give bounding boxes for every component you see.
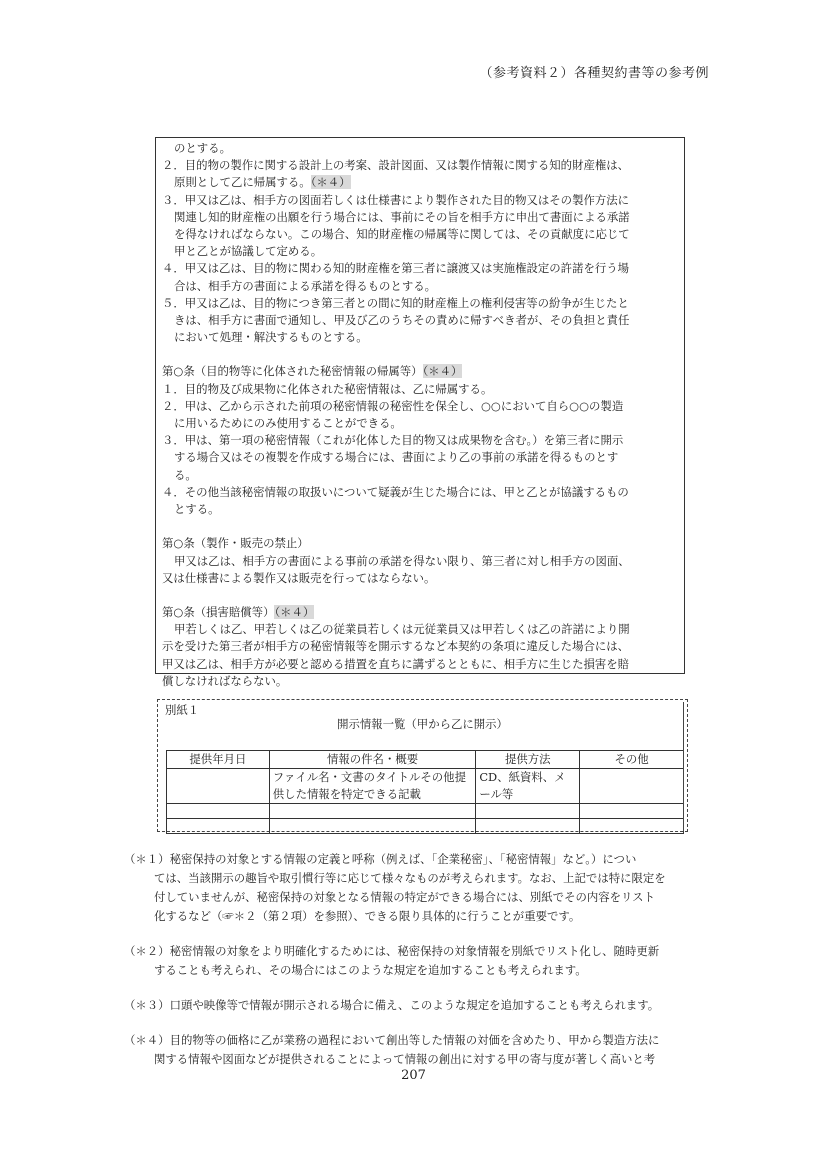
disclosed-info-table [166, 750, 684, 834]
page-number: 207 [401, 1068, 426, 1083]
table-cell: CD、紙資料、メール等 [476, 769, 580, 804]
contract-clauses-box [155, 137, 685, 688]
contract-line [162, 570, 684, 587]
contract-line-text: 償しなければならない。 [162, 673, 288, 688]
contract-line-text: 関連し知的財産権の出願を行う場合には、事前にその旨を相手方に申出て書面による承諾 [174, 209, 630, 224]
footnote-line: （＊１）秘密保持の対象とする情報の定義と呼称（例えば、「企業秘密」、「秘密情報」など。）につい [124, 852, 637, 866]
contract-line-text: において処理・解決するものとする。 [174, 330, 368, 345]
contract-line [162, 432, 684, 449]
table-header-method: 提供方法 [476, 751, 580, 769]
contract-line-text: ３．甲又は乙は、相手方の図面若しくは仕様書により製作された目的物又はその製作方法に [162, 192, 630, 207]
footnote-line: 関する情報や図面などが提供されることによって情報の創出に対する甲の寄与度が著しく高いと考 [154, 1052, 656, 1066]
contract-line [162, 381, 684, 398]
contract-line [162, 656, 684, 673]
contract-line-text: ４．その他当該秘密情報の取扱いについて疑義が生じた場合には、甲と乙とが協議するもの [162, 484, 629, 499]
contract-line-text: ２．甲は、乙から示された前項の秘密情報の秘密性を保全し、○○において自ら○○の製造 [162, 398, 624, 413]
table-cell: ファイル名・文書のタイトルその他提供した情報を特定できる記載 [269, 769, 476, 804]
contract-line-text: ５．甲又は乙は、目的物につき第三者との間に知的財産権上の権利侵害等の紛争が生じたと [162, 295, 629, 310]
table-cell [476, 804, 580, 819]
footnote [124, 850, 714, 926]
table-header-row [167, 751, 684, 769]
contract-line [162, 157, 684, 174]
contract-line-text: 第○条（損害賠償等） [162, 605, 275, 620]
table-cell [167, 769, 270, 804]
contract-line [162, 415, 684, 432]
table-row [167, 819, 684, 834]
table-cell [580, 819, 684, 834]
contract-line [162, 329, 684, 346]
contract-line [162, 484, 684, 501]
contract-line-text: きは、相手方に書面で通知し、甲及び乙のうちその責めに帰すべき者が、その負担と責任 [174, 312, 630, 327]
contract-line-text: 甲又は乙は、相手方が必要と認める措置を直ちに講ずるとともに、相手方に生じた損害を賠 [162, 656, 630, 671]
table-row [167, 804, 684, 819]
contract-line [162, 278, 684, 295]
contract-line-text: ３．甲は、第一項の秘密情報（これが化体した目的物又は成果物を含む。）を第三者に開示 [162, 433, 624, 448]
contract-line [162, 638, 684, 655]
document-reference-header: （参考資料２）各種契約書等の参考例 [479, 66, 709, 81]
table-cell [269, 804, 476, 819]
footnote-line: （＊４）目的物等の価格に乙が業務の過程において創出等した情報の対価を含めたり、甲から製造方法に [124, 1033, 660, 1047]
table-cell [167, 819, 270, 834]
contract-line [162, 226, 684, 243]
contract-line-text: 合は、相手方の書面による承諾を得るものとする。 [174, 278, 436, 293]
contract-line [162, 192, 684, 209]
contract-line [162, 535, 684, 552]
annex-title: 開示情報一覧（甲から乙に開示） [337, 717, 508, 731]
footnote [124, 996, 714, 1015]
contract-line-text: 甲と乙とが協議して定める。 [174, 244, 323, 259]
contract-line [162, 140, 684, 157]
footnote-line: （＊３）口頭や映像等で情報が開示される場合に備え、このような規定を追加することも考えられます。 [124, 998, 660, 1012]
footnotes [124, 850, 714, 1085]
contract-line-text: 原則として乙に帰属する。 [174, 175, 311, 190]
footnote-marker: （＊４） [422, 364, 463, 379]
footnote-marker: （＊４） [274, 605, 315, 620]
contract-line [162, 467, 684, 484]
contract-line [162, 209, 684, 226]
contract-line-text: 第○条（製作・販売の禁止） [162, 536, 309, 551]
footnote-line: することも考えられ、その場合にはこのような規定を追加することも考えられます。 [154, 963, 587, 977]
contract-line-text: 甲若しくは乙、甲若しくは乙の従業員若しくは元従業員又は甲若しくは乙の許諾により開 [174, 622, 630, 637]
contract-line-text: 甲又は乙は、相手方の書面による事前の承諾を得ない限り、第三者に対し相手方の図面、 [174, 553, 630, 568]
contract-line [162, 673, 684, 690]
table-header-other: その他 [580, 751, 684, 769]
footnote-marker: （＊４） [310, 175, 351, 190]
contract-line [162, 398, 684, 415]
footnote-line: （＊２）秘密情報の対象をより明確化するためには、秘密保持の対象情報を別紙でリスト化し、随時更新 [124, 944, 660, 958]
table-cell [269, 819, 476, 834]
table-cell [580, 804, 684, 819]
table-header-date: 提供年月日 [167, 751, 270, 769]
contract-line-text: のとする。 [174, 141, 231, 155]
contract-line-text: 示を受けた第三者が相手方の秘密情報等を開示するなど本契約の条項に違反した場合には、 [162, 639, 630, 654]
contract-line-text: を得なければならない。この場合、知的財産権の帰属等に関しては、その貢献度に応じて [174, 226, 630, 241]
contract-line [162, 312, 684, 329]
contract-line-text: る。 [174, 467, 197, 482]
contract-line [162, 295, 684, 312]
table-cell [476, 819, 580, 834]
footnote-line: 付していませんが、秘密保持の対象となる情報の特定ができる場合には、別紙でその内容をリスト [154, 890, 655, 904]
table-row [167, 769, 684, 804]
contract-line [162, 260, 684, 277]
contract-line [162, 243, 684, 260]
contract-line-text: 又は仕様書による製作又は販売を行ってはならない。 [162, 570, 436, 585]
footnote-line: ては、当該開示の趣旨や取引慣行等に応じて様々なものが考えられます。なお、上記では特に限定を [154, 871, 666, 885]
annex-box [157, 699, 688, 832]
footnote [124, 942, 714, 980]
contract-line [162, 449, 684, 466]
contract-line [162, 363, 684, 380]
contract-line [162, 621, 684, 638]
table-header-subject: 情報の件名・概要 [269, 751, 476, 769]
contract-line-text: １．目的物及び成果物に化体された秘密情報は、乙に帰属する。 [162, 381, 493, 396]
contract-line-text: ２．目的物の製作に関する設計上の考案、設計図面、又は製作情報に関する知的財産権は、 [162, 158, 630, 173]
contract-line [162, 553, 684, 570]
contract-line [162, 604, 684, 621]
annex-label: 別紙１ [165, 703, 200, 717]
contract-line-text: する場合又はその複製を作成する場合には、書面により乙の事前の承諾を得るものとす [174, 450, 619, 465]
contract-line-text: に用いるためにのみ使用することができる。 [174, 416, 402, 430]
table-cell [580, 769, 684, 804]
paragraph-gap [162, 587, 684, 604]
footnote [124, 1031, 714, 1069]
contract-line-text: とする。 [174, 501, 220, 516]
contract-line [162, 174, 684, 191]
footnote-line: 化するなど（☞＊２（第２項）を参照）、できる限り具体的に行うことが重要です。 [154, 909, 581, 923]
paragraph-gap [162, 346, 684, 363]
contract-line-text: 第○条（目的物等に化体された秘密情報の帰属等） [162, 364, 423, 379]
contract-line-text: ４．甲又は乙は、目的物に関わる知的財産権を第三者に譲渡又は実施権設定の許諾を行う場 [162, 261, 630, 276]
contract-line [162, 501, 684, 518]
paragraph-gap [162, 518, 684, 535]
table-cell [167, 804, 270, 819]
